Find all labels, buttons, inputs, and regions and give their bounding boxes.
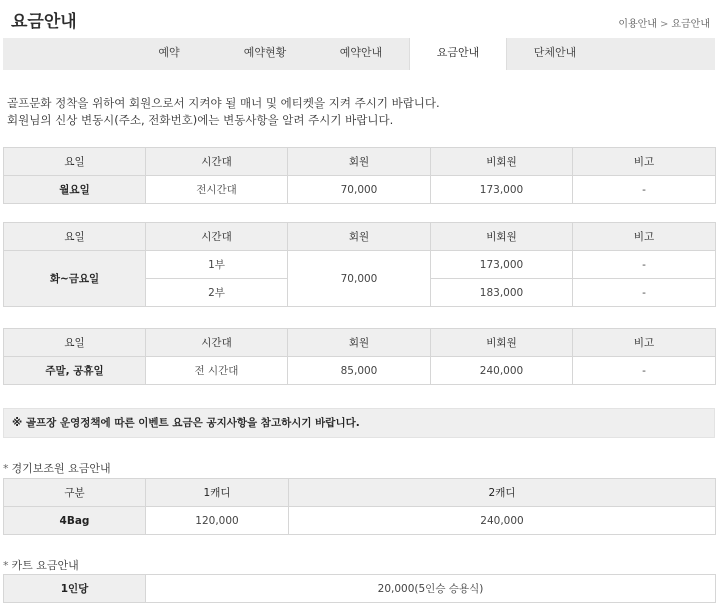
event-fee-notice: [3, 408, 715, 438]
caddie-section-title: [3, 460, 111, 476]
day-cell: 화~금요일: [4, 251, 146, 307]
note-cell: -: [573, 251, 716, 279]
table-header-row: [4, 479, 716, 507]
per-person-cell: 1인당: [4, 575, 146, 603]
tab-reservation-status[interactable]: 예약현황: [243, 46, 287, 59]
one-caddie-fee-cell: 120,000: [146, 507, 289, 535]
table-row: [4, 176, 716, 204]
header-1-caddie: 1캐디: [146, 479, 289, 507]
member-fee-cell: 85,000: [288, 357, 431, 385]
bullet: *: [3, 559, 9, 572]
header-note: 비고: [573, 223, 716, 251]
header-day: 요일: [4, 329, 146, 357]
header-member: 회원: [288, 329, 431, 357]
header-category: 구분: [4, 479, 146, 507]
table-row: [4, 357, 716, 385]
member-fee-cell: 70,000: [288, 251, 431, 307]
caddie-title-text: 경기보조원 요금안내: [11, 462, 111, 475]
table-header-row: [4, 148, 716, 176]
breadcrumb-item-fees[interactable]: 요금안내: [671, 19, 710, 30]
header-nonmember: 비회원: [431, 148, 573, 176]
header-day: 요일: [4, 223, 146, 251]
time-cell: 1부: [146, 251, 288, 279]
tab-reservation[interactable]: 예약: [158, 46, 180, 59]
table-row: [4, 507, 716, 535]
header-note: 비고: [573, 148, 716, 176]
table-header-row: [4, 223, 716, 251]
caddie-fee-table: [3, 478, 716, 535]
time-cell: 전 시간대: [146, 357, 288, 385]
tab-bar: [3, 38, 715, 70]
fee-table-monday: [3, 147, 716, 204]
fee-table-weekend: [3, 328, 716, 385]
nonmember-fee-cell: 173,000: [431, 176, 573, 204]
cart-title-text: 카트 요금안내: [11, 559, 79, 572]
intro-line-1: 골프문화 정착을 위하여 회원으로서 지켜야 될 매너 및 에티켓을 지켜 주시기 바랍니다.: [7, 96, 440, 110]
header-member: 회원: [288, 148, 431, 176]
two-caddie-fee-cell: 240,000: [289, 507, 716, 535]
nonmember-fee-cell: 173,000: [431, 251, 573, 279]
time-cell: 전시간대: [146, 176, 288, 204]
intro-line-2: 회원님의 신상 변동시(주소, 전화번호)에는 변동사항을 알려 주시기 바랍니다.: [7, 113, 394, 127]
notice-text: ※ 골프장 운영정책에 따른 이벤트 요금은 공지사항을 참고하시기 바랍니다.: [12, 417, 360, 429]
tab-reservation-guide[interactable]: 예약안내: [339, 46, 383, 59]
note-cell: -: [573, 357, 716, 385]
page-header: [0, 0, 720, 38]
member-fee-cell: 70,000: [288, 176, 431, 204]
header-member: 회원: [288, 223, 431, 251]
table-header-row: [4, 329, 716, 357]
header-note: 비고: [573, 329, 716, 357]
page-title: 요금안내: [11, 12, 77, 32]
header-nonmember: 비회원: [431, 223, 573, 251]
time-cell: 2부: [146, 279, 288, 307]
nonmember-fee-cell: 183,000: [431, 279, 573, 307]
table-row: [4, 251, 716, 279]
note-cell: -: [573, 176, 716, 204]
header-day: 요일: [4, 148, 146, 176]
breadcrumb-separator: >: [659, 19, 669, 30]
cart-fee-table: [3, 574, 716, 603]
header-time: 시간대: [146, 223, 288, 251]
header-time: 시간대: [146, 329, 288, 357]
day-cell: 월요일: [4, 176, 146, 204]
cart-fee-cell: 20,000(5인승 승용식): [146, 575, 716, 603]
breadcrumb-item-usage[interactable]: 이용안내: [618, 19, 657, 30]
tab-group-guide[interactable]: 단체안내: [533, 46, 577, 59]
day-cell: 주말, 공휴일: [4, 357, 146, 385]
nonmember-fee-cell: 240,000: [431, 357, 573, 385]
cart-section-title: [3, 557, 79, 573]
fee-table-tue-fri: [3, 222, 716, 307]
header-time: 시간대: [146, 148, 288, 176]
category-cell: 4Bag: [4, 507, 146, 535]
bullet: *: [3, 462, 9, 475]
table-row: [4, 575, 716, 603]
header-nonmember: 비회원: [431, 329, 573, 357]
note-cell: -: [573, 279, 716, 307]
header-2-caddie: 2캐디: [289, 479, 716, 507]
tab-fee-guide[interactable]: 요금안내: [409, 38, 507, 70]
intro-text: [7, 95, 440, 129]
breadcrumb: [618, 15, 710, 30]
